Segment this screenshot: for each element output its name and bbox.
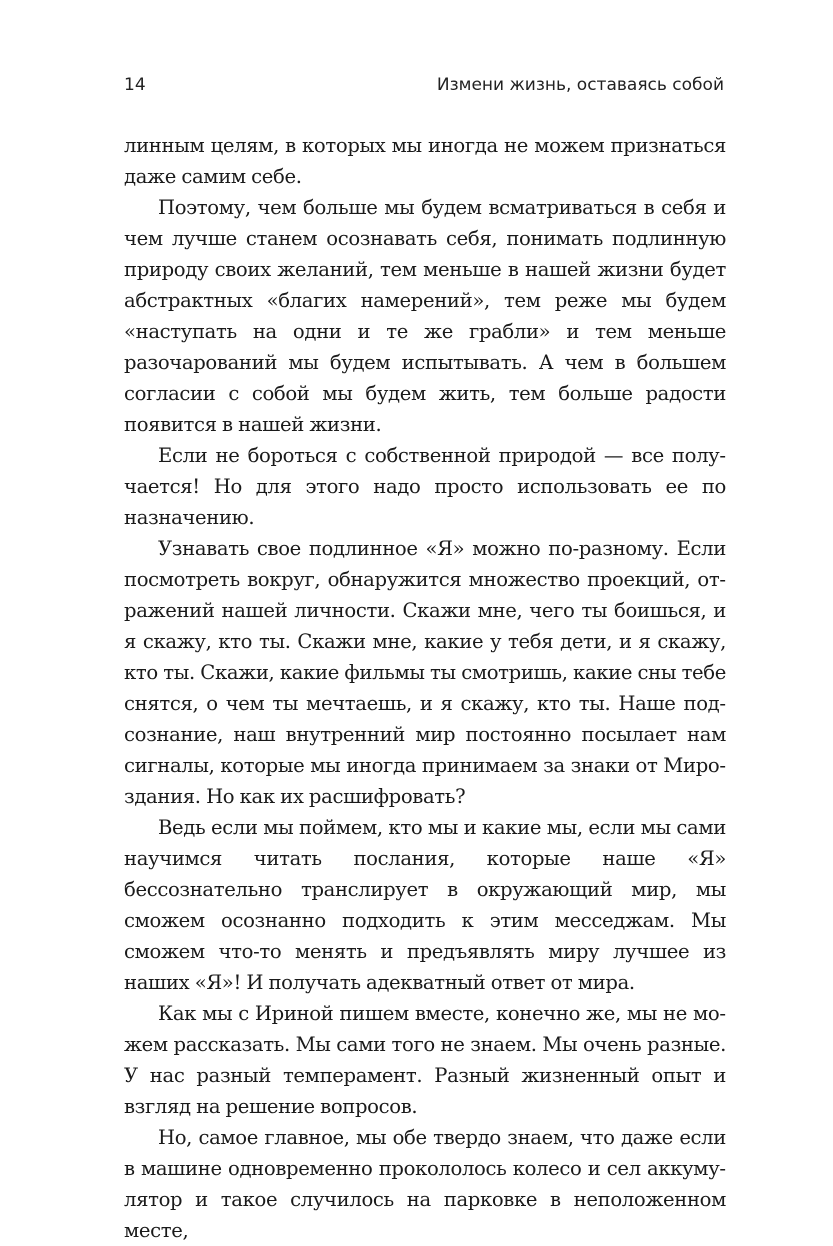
paragraph: Ведь если мы поймем, кто мы и какие мы, если мы сами научимся читать послания, которые наше «Я» бессознательно транслирует в окружающий мир, мы сможем осознанно подходить к этим месседжам. Мы сможем что-то менять и предъявлять миру лучшее из наших «Я»! И получать адекватный ответ от мира. — [124, 816, 726, 994]
paragraph: Если не бороться с собственной природой — все получается! Но для этого надо просто использовать ее по назначению. — [124, 444, 726, 529]
book-title: Измени жизнь, оставаясь собой — [436, 75, 724, 95]
page-number: 14 — [124, 75, 146, 95]
paragraph: линным целям, в которых мы иногда не можем признаться даже самим себе. — [124, 134, 726, 188]
paragraph: Узнавать свое подлинное «Я» можно по-разному. Если посмотреть вокруг, обнаружится множество проекций, отражений нашей личности. Скажи мне, чего ты боишься, и я скажу, кто ты. Скажи мне, какие у тебя дети, и я скажу, кто ты. Скажи, какие фильмы ты смотришь, какие сны тебе снятся, о чем ты мечтаешь, и я скажу, кто ты. Наше подсознание, наш внутренний мир постоянно посылает нам сигналы, которые мы иногда принимаем за знаки от Мироздания. Но как их расшифровать? — [124, 537, 726, 808]
paragraph: Как мы с Ириной пишем вместе, конечно же, мы не можем рассказать. Мы сами того не знаем. Мы очень разные. У нас разный темперамент. Разный жизненный опыт и взгляд на решение вопросов. — [124, 1002, 726, 1118]
paragraph: Поэтому, чем больше мы будем всматриваться в себя и чем лучше станем осознавать себя, понимать подлинную природу своих желаний, тем меньше в нашей жизни будет абстрактных «благих намерений», тем реже мы будем «наступать на одни и те же грабли» и тем меньше разочарований мы будем испытывать. А чем в большем согласии с собой мы будем жить, тем больше радости появится в нашей жизни. — [124, 196, 726, 436]
paragraph: Но, самое главное, мы обе твердо знаем, что даже если в машине одновременно прокололось колесо и сел аккумулятор и такое случилось на парковке в неположенном месте, — [124, 1126, 726, 1242]
body-text — [124, 130, 726, 1246]
running-head — [124, 73, 724, 97]
